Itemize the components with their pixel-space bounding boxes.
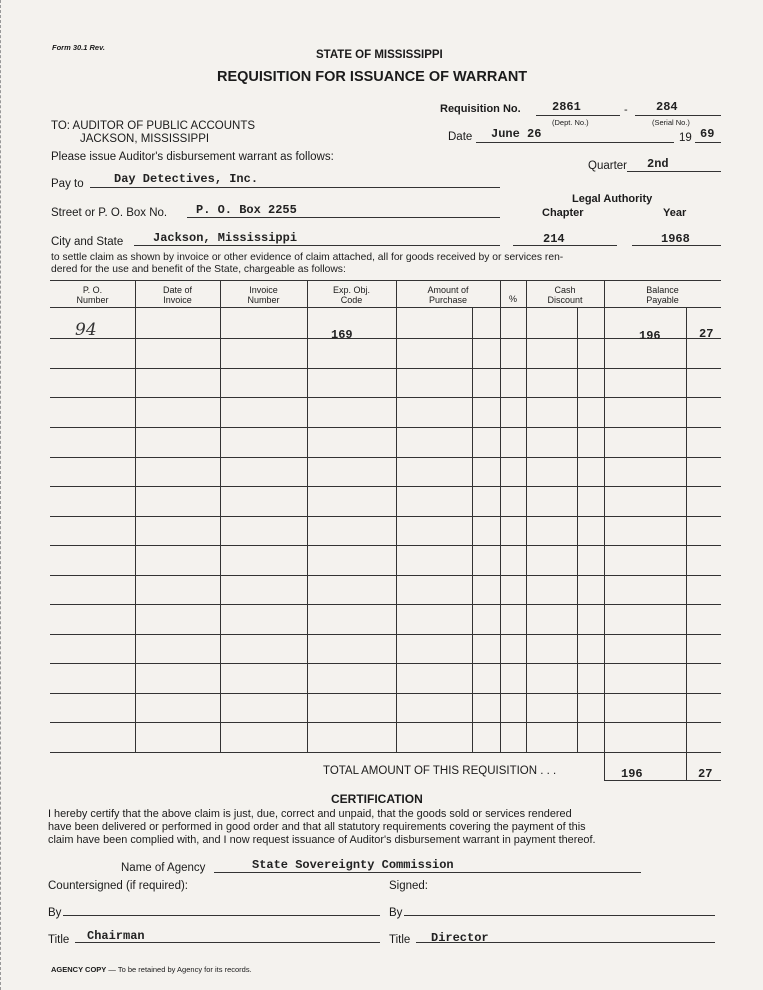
- chapter-value: 214: [543, 232, 565, 246]
- row-rule: [50, 693, 721, 694]
- row-rule: [50, 516, 721, 517]
- header-po: P. O. Number: [76, 285, 109, 305]
- year-prefix: 19: [679, 132, 692, 144]
- footer-note: To be retained by Agency for its records.: [117, 965, 252, 974]
- serial-no-caption: (Serial No.): [652, 118, 690, 127]
- by-label-right: By: [389, 907, 403, 919]
- row-rule: [50, 338, 721, 339]
- form-number: Form 30.1 Rev.: [52, 43, 105, 52]
- title-label-right: Title: [389, 934, 411, 946]
- certification-title: CERTIFICATION: [331, 792, 423, 806]
- header-cash-discount: Cash Discount: [547, 285, 583, 305]
- year-line: [695, 142, 721, 143]
- city-value: Jackson, Mississippi: [153, 231, 298, 245]
- date-value: June 26: [491, 127, 542, 141]
- signed-label: Signed:: [389, 880, 429, 892]
- exp-code-cell: 169: [331, 328, 353, 342]
- to-line-2: JACKSON, MISSISSIPPI: [80, 133, 210, 145]
- po-number-cell: 94: [75, 320, 97, 340]
- quarter-line: [627, 171, 721, 172]
- row-rule: [50, 427, 721, 428]
- agency-value: State Sovereignty Commission: [252, 858, 454, 872]
- state-title: STATE OF MISSISSIPPI: [316, 49, 443, 61]
- street-line: [187, 217, 500, 218]
- by-line-left: [63, 915, 380, 916]
- dash: -: [624, 104, 628, 116]
- header-invoice: Invoice Number: [247, 285, 280, 305]
- legal-year-value: 1968: [661, 232, 690, 246]
- pay-to-line: [90, 187, 500, 188]
- street-label: Street or P. O. Box No.: [51, 207, 168, 219]
- title-label-left: Title: [48, 934, 70, 946]
- col-divider: [472, 307, 473, 752]
- legal-authority-label: Legal Authority: [572, 193, 653, 205]
- row-rule: [50, 634, 721, 635]
- header-amount: Amount of Purchase: [427, 285, 469, 305]
- city-line: [134, 245, 500, 246]
- row-rule: [50, 752, 721, 753]
- agency-line: [214, 872, 641, 873]
- header-balance: Balance Payable: [646, 285, 679, 305]
- dept-no-caption: (Dept. No.): [552, 118, 589, 127]
- row-rule: [50, 397, 721, 398]
- row-rule: [50, 368, 721, 369]
- pay-to-value: Day Detectives, Inc.: [114, 172, 259, 186]
- dept-no-value: 2861: [552, 100, 581, 114]
- table-top-rule: [50, 280, 721, 281]
- balance-dollars-cell: 196: [639, 329, 661, 343]
- row-rule: [50, 575, 721, 576]
- date-label: Date: [448, 131, 473, 143]
- col-divider: [577, 307, 578, 752]
- by-line-right: [404, 915, 715, 916]
- page-edge: [0, 0, 3, 990]
- certification-line-3: claim have been complied with, and I now request issuance of Auditor's disbursement warrant in payment thereof.: [48, 834, 596, 846]
- row-rule: [50, 604, 721, 605]
- footer-copy: AGENCY COPY: [51, 965, 107, 974]
- balance-cents-cell: 27: [699, 327, 714, 341]
- settle-text-1: to settle claim as shown by invoice or other evidence of claim attached, all for goods received by or services ren-: [51, 252, 564, 263]
- title-value-right: Director: [431, 931, 489, 945]
- city-label: City and State: [51, 236, 124, 248]
- total-cents: 27: [698, 767, 713, 781]
- form-title: REQUISITION FOR ISSUANCE OF WARRANT: [217, 69, 528, 85]
- total-dollars: 196: [621, 767, 643, 781]
- row-rule: [50, 663, 721, 664]
- settle-text-2: dered for the use and benefit of the State, chargeable as follows:: [51, 264, 346, 275]
- header-exp-code: Exp. Obj. Code: [332, 285, 370, 305]
- chapter-line: [513, 245, 617, 246]
- footer-dash: —: [108, 965, 116, 974]
- requisition-label: Requisition No.: [440, 103, 521, 115]
- col-divider: [686, 307, 687, 780]
- header-percent: %: [508, 294, 517, 304]
- pay-to-label: Pay to: [51, 178, 84, 190]
- agency-label: Name of Agency: [121, 862, 206, 874]
- certification-line-2: have been delivered or performed in good order and that all statutory requirements covering the payment of this: [48, 821, 586, 833]
- col-divider: [604, 280, 605, 780]
- row-rule: [50, 722, 721, 723]
- header-date: Date of Invoice: [162, 285, 193, 305]
- chapter-label: Chapter: [542, 207, 584, 219]
- table-header-rule: [50, 307, 721, 308]
- quarter-value: 2nd: [647, 157, 669, 171]
- serial-no-value: 284: [656, 100, 678, 114]
- certification-line-1: I hereby certify that the above claim is just, due, correct and unpaid, that the goods sold or services rendered: [48, 808, 572, 820]
- to-line-1: TO: AUDITOR OF PUBLIC ACCOUNTS: [51, 120, 256, 132]
- year-value: 69: [700, 127, 715, 141]
- footer: [51, 965, 252, 974]
- countersigned-label: Countersigned (if required):: [48, 880, 188, 892]
- quarter-label: Quarter: [588, 160, 627, 172]
- instruction: Please issue Auditor's disbursement warrant as follows:: [51, 151, 334, 163]
- row-rule: [50, 457, 721, 458]
- serial-no-line: [635, 115, 721, 116]
- by-label-left: By: [48, 907, 62, 919]
- total-label: TOTAL AMOUNT OF THIS REQUISITION . . .: [323, 765, 557, 777]
- date-line: [476, 142, 674, 143]
- row-rule: [50, 545, 721, 546]
- title-value-left: Chairman: [87, 929, 145, 943]
- row-rule: [50, 486, 721, 487]
- dept-no-line: [536, 115, 620, 116]
- legal-year-label: Year: [663, 207, 687, 219]
- street-value: P. O. Box 2255: [196, 203, 297, 217]
